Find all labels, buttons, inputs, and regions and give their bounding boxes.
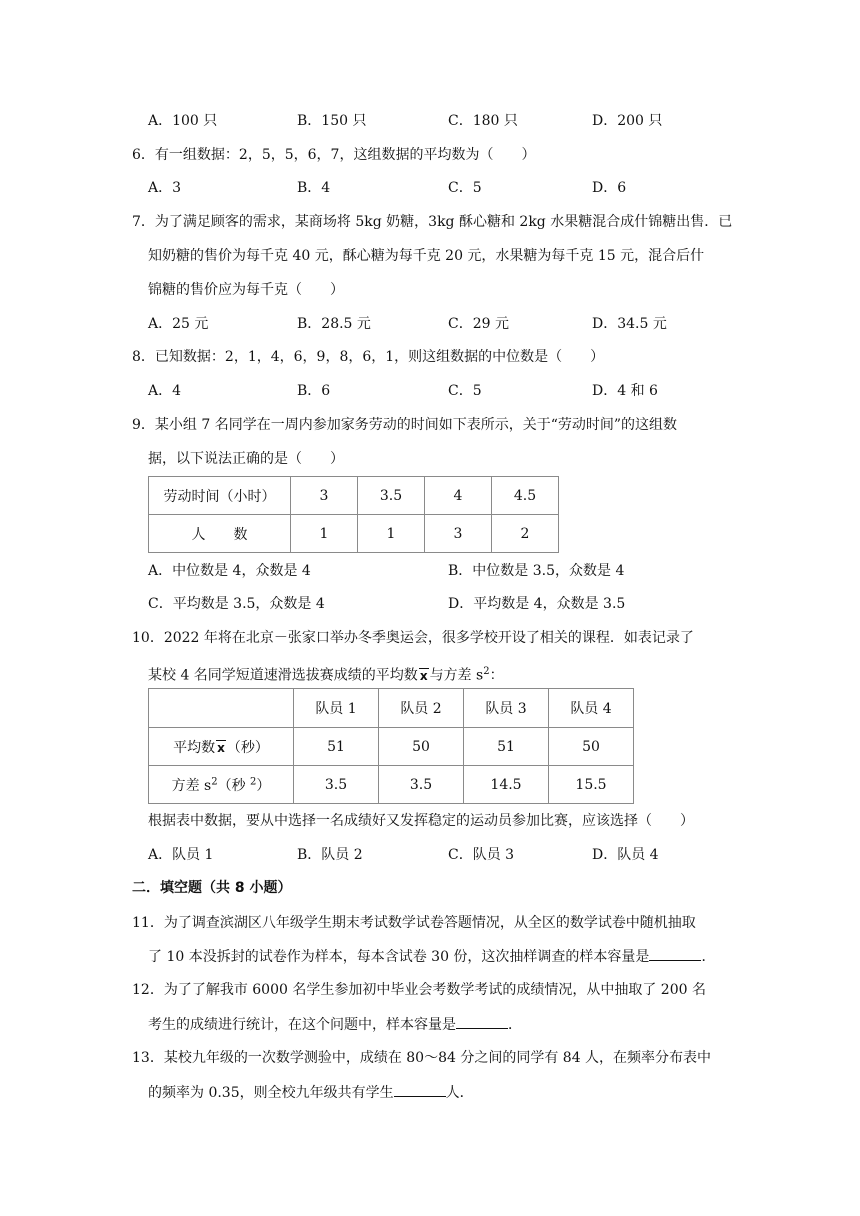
- mean-label-cell: [149, 728, 294, 766]
- q6-option-a: A．3: [148, 180, 182, 196]
- mean-label-pre: 平均数: [173, 739, 216, 756]
- square-superscript: 2: [483, 666, 490, 677]
- table-cell: 2: [492, 515, 559, 553]
- q6-option-b: B．4: [297, 180, 331, 196]
- variance-label-sup: 2: [211, 775, 218, 787]
- q7-option-c: C．29 元: [448, 316, 509, 332]
- table-cell: 4: [425, 477, 492, 515]
- table-cell: 51: [294, 728, 379, 766]
- q12-line-2-post: ．: [508, 1017, 522, 1033]
- table-cell: 1: [291, 515, 358, 553]
- table-cell: 3.5: [379, 766, 464, 804]
- variance-label-pre: 方差 s: [171, 777, 212, 794]
- table-cell: 队员 1: [294, 689, 379, 728]
- answer-blank[interactable]: [649, 946, 701, 961]
- q10-option-a: A．队员 1: [148, 847, 214, 863]
- q10-line-2-pre: 某校 4 名同学短道速滑选拔赛成绩的平均数: [148, 667, 418, 684]
- q7-line-3: 锦糖的售价应为每千克（ ）: [148, 282, 344, 298]
- variance-label-cell: [149, 766, 294, 804]
- q13-line-2-post: 人．: [445, 1085, 474, 1101]
- q13-line-2: [148, 1082, 474, 1103]
- q9-line-1: 9．某小组 7 名同学在一周内参加家务劳动的时间如下表所示，关于“劳动时间”的这组数: [132, 417, 678, 433]
- q7-line-1: 7．为了满足顾客的需求，某商场将 5kg 奶糖，3kg 酥心糖和 2kg 水果糖混合成什锦糖出售．已: [132, 214, 733, 230]
- q10-table-variance-row: [149, 766, 634, 804]
- q13-line-2-pre: 的频率为 0.35，则全校九年级共有学生: [148, 1085, 394, 1101]
- q9-line-2: 据，以下说法正确的是（ ）: [148, 451, 344, 467]
- answer-blank[interactable]: [394, 1082, 446, 1097]
- q8-option-d: D．4 和 6: [592, 383, 658, 399]
- q8-option-c: C．5: [448, 383, 482, 399]
- q10-line-2-mid: 与方差 s: [429, 667, 484, 684]
- q9-option-c: C．平均数是 3.5，众数是 4: [148, 596, 325, 612]
- q6-stem: 6．有一组数据：2，5，5，6，7，这组数据的平均数为（ ）: [132, 147, 536, 163]
- q7-line-2: 知奶糖的售价为每千克 40 元，酥心糖为每千克 20 元，水果糖为每千克 15 元，混合后什: [148, 248, 705, 264]
- mean-symbol: x: [419, 668, 428, 683]
- q10-option-d: D．队员 4: [592, 847, 659, 863]
- q12-line-2: [148, 1014, 522, 1035]
- variance-label-mid: （秒: [217, 777, 251, 794]
- table-cell: [149, 689, 294, 728]
- q10-line-2-post: ：: [489, 667, 504, 684]
- answer-blank[interactable]: [456, 1014, 508, 1029]
- table-cell: 队员 2: [379, 689, 464, 728]
- table-cell: 51: [464, 728, 549, 766]
- table-cell: 队员 3: [464, 689, 549, 728]
- q9-table-row-count: [149, 515, 559, 553]
- variance-label-post: ）: [256, 777, 271, 794]
- q12-line-2-pre: 考生的成绩进行统计，在这个问题中，样本容量是: [148, 1017, 456, 1033]
- table-cell: 人 数: [149, 515, 291, 553]
- table-cell: 3.5: [294, 766, 379, 804]
- q6-option-c: C．5: [448, 180, 482, 196]
- q12-line-1: 12．为了了解我市 6000 名学生参加初中毕业会考数学考试的成绩情况，从中抽取了 200 名: [132, 982, 706, 998]
- q10-line-1: 10．2022 年将在北京－张家口举办冬季奥运会，很多学校开设了相关的课程．如表记录了: [132, 630, 694, 646]
- q7-option-b: B．28.5 元: [297, 316, 371, 332]
- table-cell: 15.5: [549, 766, 634, 804]
- q9-table-row-hours: [149, 477, 559, 515]
- q11-line-1: 11．为了调查滨湖区八年级学生期末考试数学试卷答题情况，从全区的数学试卷中随机抽取: [132, 915, 696, 931]
- q5-option-c: C．180 只: [448, 113, 518, 129]
- mean-label-post: （秒）: [226, 739, 269, 756]
- q10-table-mean-row: [149, 728, 634, 766]
- q5-option-a: A．100 只: [148, 113, 218, 129]
- q11-line-2-post: ．: [701, 949, 716, 965]
- table-cell: 1: [358, 515, 425, 553]
- q13-line-1: 13．某校九年级的一次数学测验中，成绩在 80～84 分之间的同学有 84 人，在频率分布表中: [132, 1050, 712, 1066]
- q5-option-b: B．150 只: [297, 113, 367, 129]
- q11-line-2: [148, 946, 715, 967]
- q10-table-header-row: [149, 689, 634, 728]
- q11-line-2-pre: 了 10 本没拆封的试卷作为样本，每本含试卷 30 份，这次抽样调查的样本容量是: [148, 949, 650, 965]
- q8-option-a: A．4: [148, 383, 182, 399]
- q8-stem: 8．已知数据：2，1，4，6，9，8，6，1，则这组数据的中位数是（ ）: [132, 349, 605, 365]
- q9-option-d: D．平均数是 4，众数是 3.5: [448, 596, 626, 612]
- variance-label-sup-2: 2: [250, 775, 257, 787]
- table-cell: 3.5: [358, 477, 425, 515]
- table-cell: 3: [291, 477, 358, 515]
- q9-option-a: A．中位数是 4，众数是 4: [148, 563, 311, 579]
- mean-symbol: x: [217, 740, 225, 755]
- q8-option-b: B．6: [297, 383, 331, 399]
- q10-line-2: [148, 662, 504, 686]
- q7-option-d: D．34.5 元: [592, 316, 667, 332]
- q10-option-b: B．队员 2: [297, 847, 363, 863]
- table-cell: 4.5: [492, 477, 559, 515]
- q5-option-d: D．200 只: [592, 113, 663, 129]
- q6-option-d: D．6: [592, 180, 627, 196]
- section-2-heading: 二．填空题（共 8 小题）: [132, 880, 292, 896]
- q9-option-b: B．中位数是 3.5，众数是 4: [448, 563, 625, 579]
- table-cell: 劳动时间（小时）: [149, 477, 291, 515]
- table-cell: 50: [379, 728, 464, 766]
- q10-table: [148, 688, 634, 804]
- q10-option-c: C．队员 3: [448, 847, 515, 863]
- table-cell: 队员 4: [549, 689, 634, 728]
- q7-option-a: A．25 元: [148, 316, 209, 332]
- table-cell: 50: [549, 728, 634, 766]
- table-cell: 3: [425, 515, 492, 553]
- q10-line-3: 根据表中数据，要从中选择一名成绩好又发挥稳定的运动员参加比赛，应该选择（ ）: [148, 813, 694, 829]
- table-cell: 14.5: [464, 766, 549, 804]
- q9-table: [148, 476, 559, 553]
